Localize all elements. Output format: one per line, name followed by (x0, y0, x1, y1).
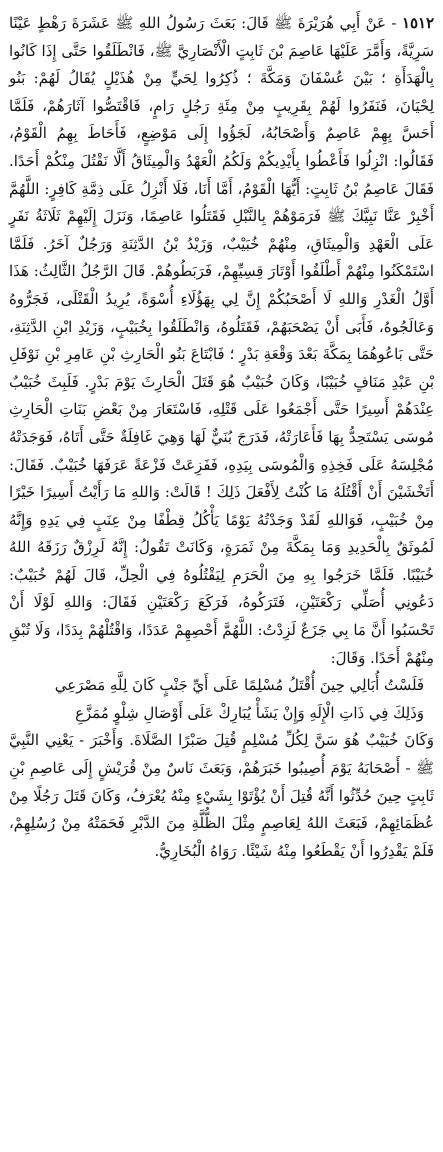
hadith-number: ١٥١٢ (402, 14, 434, 32)
hadith-paragraph (9, 10, 434, 672)
hadith-ending: وَكَانَ خُبَيْبٌ هُوَ سَنَّ لِكُلِّ مُسْلِمٍ قُتِلَ صَبْرًا الصَّلَاةَ. وَأَخْبَرَ - يَعْنِي النَّبِيَّ ﷺ - أَصْحَابَهُ يَوْمَ أُصِيبُوا خَبَرَهُمْ، وَبَعَثَ نَاسٌ مِنْ قُرَيْشٍ إِلَى عَاصِمِ بْنِ ثَابِتٍ حِينَ حُدِّثُوا أَنَّهُ قُتِلَ أَنْ يُؤْتَوْا بِشَيْءٍ مِنْهُ يُعْرَفُ، وَكَانَ قَتَلَ رَجُلًا مِنْ عُظَمَائِهِمْ، فَبَعَثَ اللهُ لِعَاصِمٍ مِثْلَ الظُّلَّةِ مِنَ الدَّبْرِ فَحَمَتْهُ مِنْ رُسُلِهِمْ، فَلَمْ يَقْدِرُوا أَنْ يَقْطَعُوا مِنْهُ شَيْئًا. رَوَاهُ الْبُخَارِيُّ. (9, 731, 434, 860)
poem-block (9, 672, 434, 727)
poem-verse-2: وَذَلِكَ فِي ذَاتِ الْإِلَهِ وَإِنْ يَشَأْ يُبَارِكْ عَلَى أَوْصَالِ شِلْوٍ مُمَزَّعِ (75, 703, 424, 722)
poem-verse-1: فَلَسْتُ أُبَالِي حِينَ أُقْتَلُ مُسْلِمًا عَلَى أَيِّ جَنْبٍ كَانَ لِلَّهِ مَصْرَعِي (54, 676, 424, 695)
hadith-narration: - عَنْ أَبِي هُرَيْرَةَ ﷺ قَالَ: بَعَثَ رَسُولُ اللهِ ﷺ عَشَرَةَ رَهْطٍ عَيْنًا سَرِيَّةً، وَأَمَّرَ عَلَيْهَا عَاصِمَ بْنَ ثَابِتٍ الْأَنْصَارِيَّ ﷺ، فَانْطَلَقُوا حَتَّى إِذَا كَانُوا بِالْهَدَأَةِ ؛ بَيْنَ عُسْفَانَ وَمَكَّةَ ؛ ذُكِرُوا لِحَيٍّ مِنْ هُذَيْلٍ يُقَالُ لَهُمْ: بَنُو لِحْيَانَ، فَنَفَرُوا لَهُمْ بِقَرِيبٍ مِنْ مِئَةِ رَجُلٍ رَامٍ، فَاقْتَصُّوا آثَارَهُمْ، فَلَمَّا أَحَسَّ بِهِمْ عَاصِمٌ وَأَصْحَابُهُ، لَجَؤُوا إِلَى مَوْضِعٍ، فَأَحَاطَ بِهِمُ الْقَوْمُ، فَقَالُوا: انْزِلُوا فَأَعْطُوا بِأَيْدِيكُمْ وَلَكُمُ الْعَهْدُ وَالْمِيثَاقُ أَلَّا نَقْتُلَ مِنْكُمْ أَحَدًا. فَقَالَ عَاصِمُ بْنُ ثَابِتٍ: أَيُّهَا الْقَوْمُ، أَمَّا أَنَا، فَلَا أَنْزِلُ عَلَى ذِمَّةِ كَافِرٍ: اللَّهُمَّ أَخْبِرْ عَنَّا نَبِيَّكَ ﷺ فَرَمَوْهُمْ بِالنَّبْلِ فَقَتَلُوا عَاصِمًا، وَنَزَلَ إِلَيْهِمْ ثَلَاثَةُ نَفَرٍ عَلَى الْعَهْدِ وَالْمِيثَاقِ، مِنْهُمْ خُبَيْبٌ، وَزَيْدُ بْنُ الدَّثِنَةِ وَرَجُلٌ آخَرُ. فَلَمَّا اسْتَمْكَنُوا مِنْهُمْ أَطْلَقُوا أَوْتَارَ قِسِيِّهِمْ، فَرَبَطُوهُمْ. قَالَ الرَّجُلُ الثَّالِثُ: هَذَا أَوَّلُ الْغَدْرِ وَاللهِ لَا أَصْحَبُكُمْ إِنَّ لِي بِهَؤُلَاءِ أُسْوَةً، يُرِيدُ الْقَتْلَى، فَجَرُّوهُ وَعَالَجُوهُ، فَأَبَى أَنْ يَصْحَبَهُمْ، فَقَتَلُوهُ، وَانْطَلَقُوا بِخُبَيْبٍ، وَزَيْدِ ابْنِ الدَّثِنَةِ، حَتَّى بَاعُوهُمَا بِمَكَّةَ بَعْدَ وَقْعَةِ بَدْرٍ ؛ فَابْتَاعَ بَنُو الْحَارِثِ بْنِ عَامِرِ بْنِ نَوْفَلِ بْنِ عَبْدِ مَنَافٍ خُبَيْبًا، وَكَانَ خُبَيْبٌ هُوَ قَتَلَ الْحَارِثَ يَوْمَ بَدْرٍ. فَلَبِثَ خُبَيْبٌ عِنْدَهُمْ أَسِيرًا حَتَّى أَجْمَعُوا عَلَى قَتْلِهِ، فَاسْتَعَارَ مِنْ بَعْضِ بَنَاتِ الْحَارِثِ مُوسَى يَسْتَحِدُّ بِهَا فَأَعَارَتْهُ، فَدَرَجَ بُنَيٌّ لَهَا وَهِيَ غَافِلَةٌ حَتَّى أَتَاهُ، فَوَجَدَتْهُ مُجْلِسَهُ عَلَى فَخِذِهِ وَالْمُوسَى بِيَدِهِ، فَفَزِعَتْ فَزْعَةً عَرَفَهَا خُبَيْبٌ. فَقَالَ: أَتَخْشَيْنَ أَنْ أَقْتُلَهُ مَا كُنْتُ لِأَفْعَلَ ذَلِكَ ! قَالَتْ: وَاللهِ مَا رَأَيْتُ أَسِيرًا خَيْرًا مِنْ خُبَيْبٍ، فَوَاللهِ لَقَدْ وَجَدْتُهُ يَوْمًا يَأْكُلُ قِطْفًا مِنْ عِنَبٍ فِي يَدِهِ وَإِنَّهُ لَمُوثَقٌ بِالْحَدِيدِ وَمَا بِمَكَّةَ مِنْ ثَمَرَةٍ، وَكَانَتْ تَقُولُ: إِنَّهُ لَرِزْقٌ رَزَقَهُ اللهُ خُبَيْبًا. فَلَمَّا خَرَجُوا بِهِ مِنَ الْحَرَمِ لِيَقْتُلُوهُ فِي الْحِلِّ، قَالَ لَهُمْ خُبَيْبٌ: دَعُونِي أُصَلِّي رَكْعَتَيْنِ، فَتَرَكُوهُ، فَرَكَعَ رَكْعَتَيْنِ فَقَالَ: وَاللهِ لَوْلَا أَنْ تَحْسَبُوا أَنَّ مَا بِي جَزَعٌ لَزِدْتُ: اللَّهُمَّ أَحْصِهِمْ عَدَدًا، وَاقْتُلْهُمْ بِدَدًا، وَلَا تُبْقِ مِنْهُمْ أَحَدًا. وَقَالَ: (9, 14, 434, 667)
hadith-body (9, 10, 434, 672)
